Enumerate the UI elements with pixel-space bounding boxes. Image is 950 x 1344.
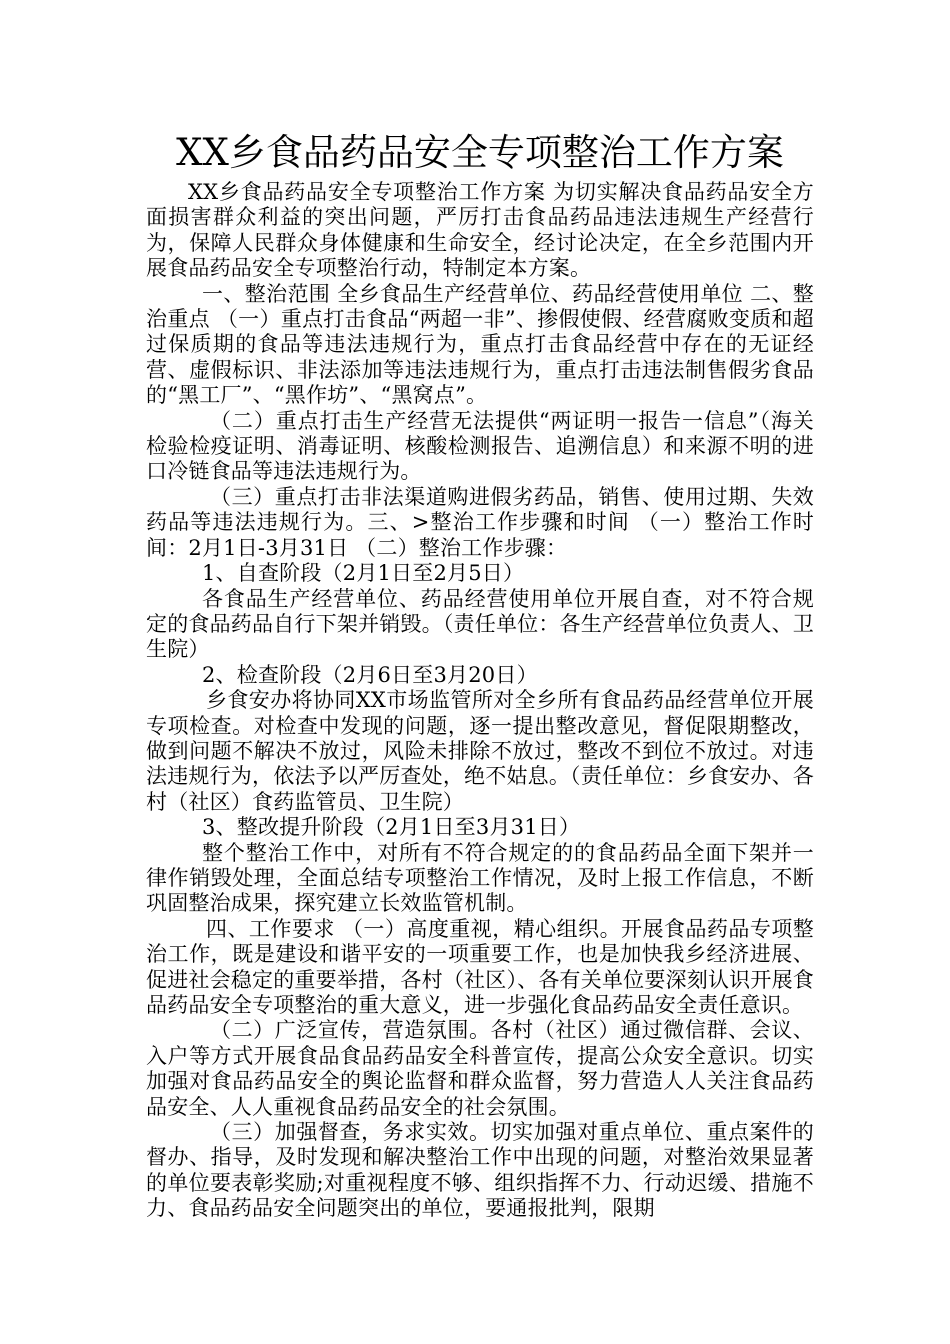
section-scope-paragraph: 一、整治范围 全乡食品生产经营单位、药品经营使用单位 二、整治重点 （一）重点打击食品“两超一非”、掺假使假、经营腐败变质和超过保质期的食品等违法违规行为，重点打击食品经营中存在的无证经营、虚假标识、非法添加等违法违规行为，重点打击违法制售假劣食品的“黑工厂”、“黑作坊”、“黑窝点”。 [146,281,814,408]
step-3-heading: 3、整改提升阶段（2月1日至3月31日） [202,815,581,840]
step-2-paragraph: 乡食安办将协同XX市场监管所对全乡所有食品药品经营单位开展专项检查。对检查中发现的问题，逐一提出整改意见，督促限期整改，做到问题不解决不放过，风险未排除不放过，整改不到位不放过。对违法违规行为，依法予以严厉查处，绝不姑息。（责任单位：乡食安办、各村（社区）食药监管员、卫生院） [146,688,814,814]
step-2-heading: 2、检查阶段（2月6日至3月20日） [202,662,538,687]
requirement-2-paragraph: （二）广泛宣传，营造氛围。各村（社区）通过微信群、会议、入户等方式开展食品食品药品安全科普宣传，提高公众安全意识。切实加强对食品药品安全的舆论监督和群众监督，努力营造人人关注食品药品安全、人人重视食品药品安全的社会氛围。 [146,1018,814,1119]
step-3-paragraph: 整个整治工作中，对所有不符合规定的的食品药品全面下架并一律作销毁处理，全面总结专项整治工作情况，及时上报工作信息，不断巩固整治成果，探究建立长效监管机制。 [146,840,814,916]
intro-paragraph: XX乡食品药品安全专项整治工作方案 为切实解决食品药品安全方面损害群众利益的突出问题，严厉打击食品药品违法违规生产经营行为，保障人民群众身体健康和生命安全，经讨论决定，在全乡范围内开展食品药品安全专项整治行动，特制定本方案。 [146,180,814,281]
requirement-3-paragraph: （三）加强督查，务求实效。切实加强对重点单位、重点案件的督办、指导，及时发现和解决整治工作中出现的问题，对整治效果显著的单位要表彰奖励;对重视程度不够、组织指挥不力、行动迟缓、措施不力、食品药品安全问题突出的单位，要通报批判，限期 [146,1120,814,1221]
step-1-paragraph: 各食品生产经营单位、药品经营使用单位开展自查，对不符合规定的食品药品自行下架并销毁。（责任单位：各生产经营单位负责人、卫生院） [146,586,814,662]
document-title: XX乡食品药品安全专项整治工作方案 [176,131,784,174]
focus-item-3-paragraph: （三）重点打击非法渠道购进假劣药品，销售、使用过期、失效药品等违法违规行为。三、>整治工作步骤和时间 （一）整治工作时间：2月1日-3月31日 （二）整治工作步骤： [146,484,814,560]
document-page [146,128,814,1222]
focus-item-2-paragraph: （二）重点打击生产经营无法提供“两证明一报告一信息”（海关检验检疫证明、消毒证明、核酸检测报告、追溯信息）和来源不明的进口冷链食品等违法违规行为。 [146,408,814,484]
step-1-heading: 1、自查阶段（2月1日至2月5日） [202,561,525,586]
requirements-paragraph: 四、工作要求 （一）高度重视，精心组织。开展食品药品专项整治工作，既是建设和谐平安的一项重要工作，也是加快我乡经济进展、促进社会稳定的重要举措，各村（社区）、各有关单位要深刻认识开展食品药品安全专项整治的重大意义，进一步强化食品药品安全责任意识。 [146,916,814,1017]
